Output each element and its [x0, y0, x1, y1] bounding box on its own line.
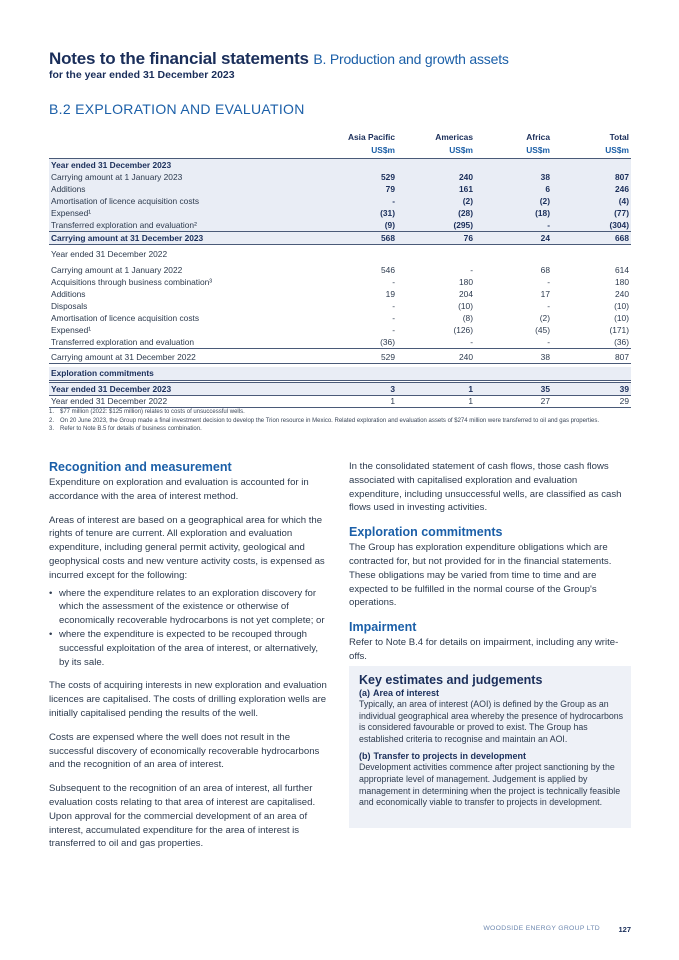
footnote-text: $77 million (2022: $125 million) relates to costs of unsuccessful wells.: [60, 409, 245, 415]
key-estimates-content: [359, 673, 624, 809]
bullet-icon: •: [49, 587, 53, 599]
row-label: Additions: [51, 289, 86, 299]
cell: (18): [535, 208, 550, 218]
cell: 246: [615, 184, 629, 194]
cell: 807: [615, 352, 629, 362]
cell: -: [470, 337, 473, 347]
cell: 38: [540, 352, 550, 362]
column-header: Africa: [526, 132, 550, 142]
cell: 27: [540, 396, 550, 406]
paragraph: Refer to Note B.4 for details on impairment, including any write-offs.: [349, 637, 619, 662]
footnote-text: On 20 June 2023, the Group made a final investment decision to develop the Trion resource in Mexico. Related exploration and evaluation assets of $274 million were transferred to oil and gas properties.: [60, 417, 599, 424]
key-sub-label: (b): [359, 751, 371, 762]
cell: 35: [540, 384, 550, 394]
cell: 6: [545, 184, 550, 194]
cell: 807: [615, 172, 629, 182]
list-item-text: where the expenditure is expected to be recouped through successful exploitation of the area of interest, or alternatively, by its sale.: [59, 628, 318, 668]
footnote-text: Refer to Note B.5 for details of business combination.: [60, 426, 202, 432]
column-unit: US$m: [605, 145, 629, 155]
key-paragraph: Development activities commence after project sanctioning by the appropriate level of management. Judgement is applied by management in determining when the project is technically feasible and economically viable to transfer to projects in development.: [359, 762, 621, 808]
footnote: [49, 425, 614, 434]
key-estimates-title: Key estimates and judgements: [359, 673, 543, 687]
row-label: Acquisitions through business combination³: [51, 277, 213, 287]
footer-company: WOODSIDE ENERGY GROUP LTD: [483, 925, 600, 932]
commitments-heading: Exploration commitments: [349, 525, 503, 540]
right-column: [349, 460, 631, 674]
cell: -: [392, 196, 395, 206]
cell: (28): [458, 208, 473, 218]
cell: (45): [535, 325, 550, 335]
cell: (9): [384, 220, 395, 230]
cell: 529: [381, 172, 395, 182]
table-row: [49, 336, 631, 349]
row-label: Amortisation of licence acquisition costs: [51, 196, 200, 206]
column-header: Total: [609, 132, 629, 142]
cell: 668: [615, 233, 629, 243]
page-number: 127: [618, 925, 631, 934]
key-sub-title: Area of interest: [373, 688, 440, 698]
cell: 76: [463, 233, 473, 243]
table-row: [49, 207, 631, 219]
key-sub-label: (a): [359, 688, 370, 698]
table-header-row: [49, 131, 631, 143]
table-row-subtotal: [49, 351, 631, 364]
cell: -: [392, 277, 395, 287]
cell: -: [392, 301, 395, 311]
table-row-section: [49, 367, 631, 381]
paragraph: Areas of interest are based on a geographical area for which the rights of tenure are current. All exploration and evaluation expenditure, including general permit activity, geological and geophysical costs and new venture activity costs, is expensed as incurred except for the following:: [49, 514, 325, 581]
footnote-number: 3.: [49, 426, 55, 432]
paragraph: In the consolidated statement of cash flows, those cash flows associated with capitalised exploration and evaluation expenditure, including unsuccessful wells, are classified as cash flows used in investing activities.: [349, 461, 622, 514]
cell: 529: [381, 352, 395, 362]
table-row: [49, 288, 631, 300]
table-row: [49, 382, 631, 396]
row-label: Amortisation of licence acquisition costs: [51, 313, 200, 323]
cell: (10): [614, 301, 629, 311]
row-label: Exploration commitments: [51, 368, 154, 378]
key-subheading: [359, 751, 624, 762]
table-row: [49, 395, 631, 408]
cell: (77): [614, 208, 629, 218]
table-row-subtotal: [49, 231, 631, 245]
cell: (10): [614, 313, 629, 323]
paragraph: Costs are expensed where the well does not result in the successful discovery of economically recoverable hydrocarbons and the recognition of an area of interest.: [49, 731, 320, 771]
table-row: [49, 219, 631, 231]
cell: 68: [540, 265, 550, 275]
row-label: Carrying amount at 31 December 2023: [51, 233, 204, 243]
cell: (36): [614, 337, 629, 347]
cell: 204: [459, 289, 473, 299]
table-row: [49, 264, 631, 276]
row-label: Disposals: [51, 301, 88, 311]
cell: 240: [615, 289, 629, 299]
column-header: Americas: [435, 132, 473, 142]
column-unit: US$m: [526, 145, 550, 155]
cell: 39: [619, 384, 629, 394]
cell: 240: [459, 172, 473, 182]
cell: -: [392, 313, 395, 323]
key-sub-title: Transfer to projects in development: [373, 751, 527, 762]
column-unit: US$m: [371, 145, 395, 155]
list-item: [49, 628, 329, 669]
cell: -: [547, 301, 550, 311]
paragraph: Subsequent to the recognition of an area of interest, all further evaluation costs relating to that area of interest are capitalised. Upon approval for the commercial development of an area of interest, accumulated expenditure for the area of interest is transferred to oil and gas properties.: [49, 783, 316, 850]
table-row: [49, 300, 631, 312]
table-units-row: [49, 144, 631, 156]
cell: 161: [459, 184, 473, 194]
table-footnotes: [49, 408, 614, 434]
cell: (2): [462, 196, 473, 206]
key-estimates-box: [349, 666, 631, 828]
row-label: Year ended 31 December 2022: [51, 396, 168, 406]
cell: 19: [385, 289, 395, 299]
cell: 546: [381, 265, 395, 275]
cell: (2): [539, 196, 550, 206]
cell: -: [547, 220, 550, 230]
row-label: Additions: [51, 184, 86, 194]
footnote-number: 1.: [49, 409, 55, 415]
table-row: [49, 324, 631, 336]
row-label: Expensed¹: [51, 325, 92, 335]
page-header: [49, 49, 509, 81]
cell: -: [547, 337, 550, 347]
cell: 1: [468, 384, 473, 394]
footnote-number: 2.: [49, 417, 55, 424]
row-label: Carrying amount at 31 December 2022: [51, 352, 196, 362]
cell: (126): [453, 325, 473, 335]
row-label: Transferred exploration and evaluation: [51, 337, 195, 347]
cell: 17: [540, 289, 550, 299]
page-title: [49, 49, 509, 69]
table-row: [49, 248, 631, 260]
cell: (304): [609, 220, 629, 230]
table-row: [49, 183, 631, 195]
left-column: [49, 460, 329, 861]
list-item: [49, 587, 329, 628]
recognition-heading: Recognition and measurement: [49, 460, 232, 474]
row-label: Year ended 31 December 2023: [51, 160, 172, 170]
row-label: Year ended 31 December 2023: [51, 384, 172, 394]
cell: (295): [453, 220, 473, 230]
cell: -: [392, 325, 395, 335]
column-unit: US$m: [449, 145, 473, 155]
paragraph: The costs of acquiring interests in new exploration and evaluation licences are capitalised. The costs of drilling exploration wells are initially capitalised pending the results of the well.: [49, 680, 327, 719]
page-title-main: Notes to the financial statements: [49, 49, 309, 68]
cell: 79: [385, 184, 395, 194]
cell: (4): [618, 196, 629, 206]
section-heading: B.2 EXPLORATION AND EVALUATION: [49, 101, 305, 117]
cell: (2): [539, 313, 550, 323]
cell: (8): [462, 313, 473, 323]
cell: 180: [459, 277, 473, 287]
row-label: Expensed¹: [51, 208, 92, 218]
footnote: [49, 408, 614, 417]
cell: 614: [615, 265, 629, 275]
row-label: Transferred exploration and evaluation²: [51, 220, 197, 230]
cell: (171): [609, 325, 629, 335]
cell: 3: [390, 384, 395, 394]
footnote: [49, 417, 614, 426]
cell: 240: [459, 352, 473, 362]
row-label: Carrying amount at 1 January 2022: [51, 265, 183, 275]
cell: 29: [619, 396, 629, 406]
key-subheading: [359, 688, 624, 699]
table-row: [49, 195, 631, 207]
paragraph: The Group has exploration expenditure obligations which are contracted for, but not provided for in the financial statements. These obligations may be varied from time to time and are expected to be fulfilled in the normal course of the Group's operations.: [349, 542, 612, 609]
cell: -: [547, 277, 550, 287]
cell: 24: [540, 233, 550, 243]
cell: (36): [380, 337, 395, 347]
cell: 180: [615, 277, 629, 287]
cell: -: [470, 265, 473, 275]
bullet-icon: •: [49, 628, 53, 640]
paragraph: Expenditure on exploration and evaluation is accounted for in accordance with the area of interest method.: [49, 477, 309, 502]
cell: (10): [458, 301, 473, 311]
cell: (31): [380, 208, 395, 218]
table-row: [49, 158, 631, 172]
cell: 1: [468, 396, 473, 406]
key-paragraph: Typically, an area of interest (AOI) is defined by the Group as an individual geographical area whereby the presence of hydrocarbons is considered favourable or proved to exist. The Group has established criteria to recognise and maintain an AOI.: [359, 699, 624, 744]
row-label: Year ended 31 December 2022: [51, 249, 168, 259]
page-title-section: B. Production and growth assets: [313, 51, 509, 67]
cell: 38: [540, 172, 550, 182]
list-item-text: where the expenditure relates to an exploration discovery for which the assessment of the existence or otherwise of economically recoverable hydrocarbons is not yet complete; or: [59, 587, 325, 627]
cell: 568: [381, 233, 395, 243]
row-label: Carrying amount at 1 January 2023: [51, 172, 183, 182]
page-subtitle: for the year ended 31 December 2023: [49, 69, 235, 81]
table-row: [49, 171, 631, 183]
impairment-heading: Impairment: [349, 620, 417, 635]
cell: 1: [390, 396, 395, 406]
bullet-list: [49, 587, 329, 670]
column-header: Asia Pacific: [347, 132, 395, 142]
table-row: [49, 312, 631, 324]
table-row: [49, 276, 631, 288]
